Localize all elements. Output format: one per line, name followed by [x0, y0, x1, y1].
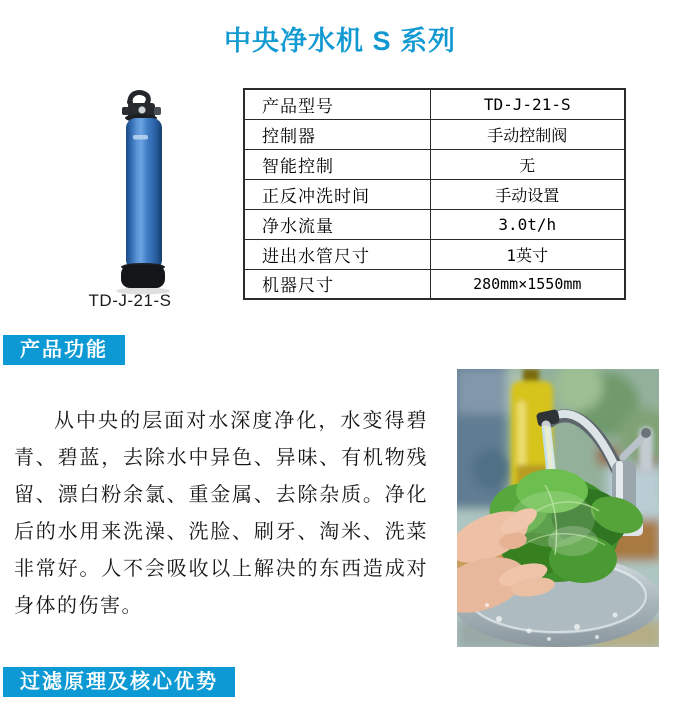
spec-label: 智能控制 — [244, 149, 430, 179]
spec-value: 280mm×1550mm — [430, 269, 625, 299]
spec-row — [244, 89, 625, 119]
spec-row — [244, 239, 625, 269]
spec-value: 手动控制阀 — [430, 119, 625, 149]
spec-label: 产品型号 — [244, 89, 430, 119]
tank-body — [126, 118, 162, 270]
spec-row — [244, 119, 625, 149]
section-header-features: 产品功能 — [3, 335, 125, 365]
spec-row — [244, 269, 625, 299]
product-model-caption: TD-J-21-S — [88, 291, 172, 310]
spec-value: 3.0t/h — [430, 209, 625, 239]
spec-value: TD-J-21-S — [430, 89, 625, 119]
product-image — [100, 87, 184, 297]
features-paragraph: 从中央的层面对水深度净化，水变得碧青、碧蓝，去除水中异色、异味、有机物残留、漂白粉余氯、重金属、去除杂质。净化后的水用来洗澡、洗脸、刷牙、淘米、洗菜非常好。人不会吸收以上解决的东西造成对身体的伤害。 — [14, 410, 428, 617]
spec-row — [244, 149, 625, 179]
spec-row — [244, 179, 625, 209]
spec-label: 控制器 — [244, 119, 430, 149]
spec-label: 净水流量 — [244, 209, 430, 239]
spec-label: 机器尺寸 — [244, 269, 430, 299]
spec-value: 手动设置 — [430, 179, 625, 209]
kitchen-photo — [457, 369, 659, 647]
section-header-principle: 过滤原理及核心优势 — [3, 667, 235, 697]
spec-value: 无 — [430, 149, 625, 179]
spec-row — [244, 209, 625, 239]
spec-label: 进出水管尺寸 — [244, 239, 430, 269]
page-title: 中央净水机 S 系列 — [223, 26, 456, 56]
spec-label: 正反冲洗时间 — [244, 179, 430, 209]
tank-base — [121, 263, 165, 288]
spec-table — [243, 88, 626, 300]
brand-logo — [133, 135, 148, 140]
spec-value: 1英寸 — [430, 239, 625, 269]
